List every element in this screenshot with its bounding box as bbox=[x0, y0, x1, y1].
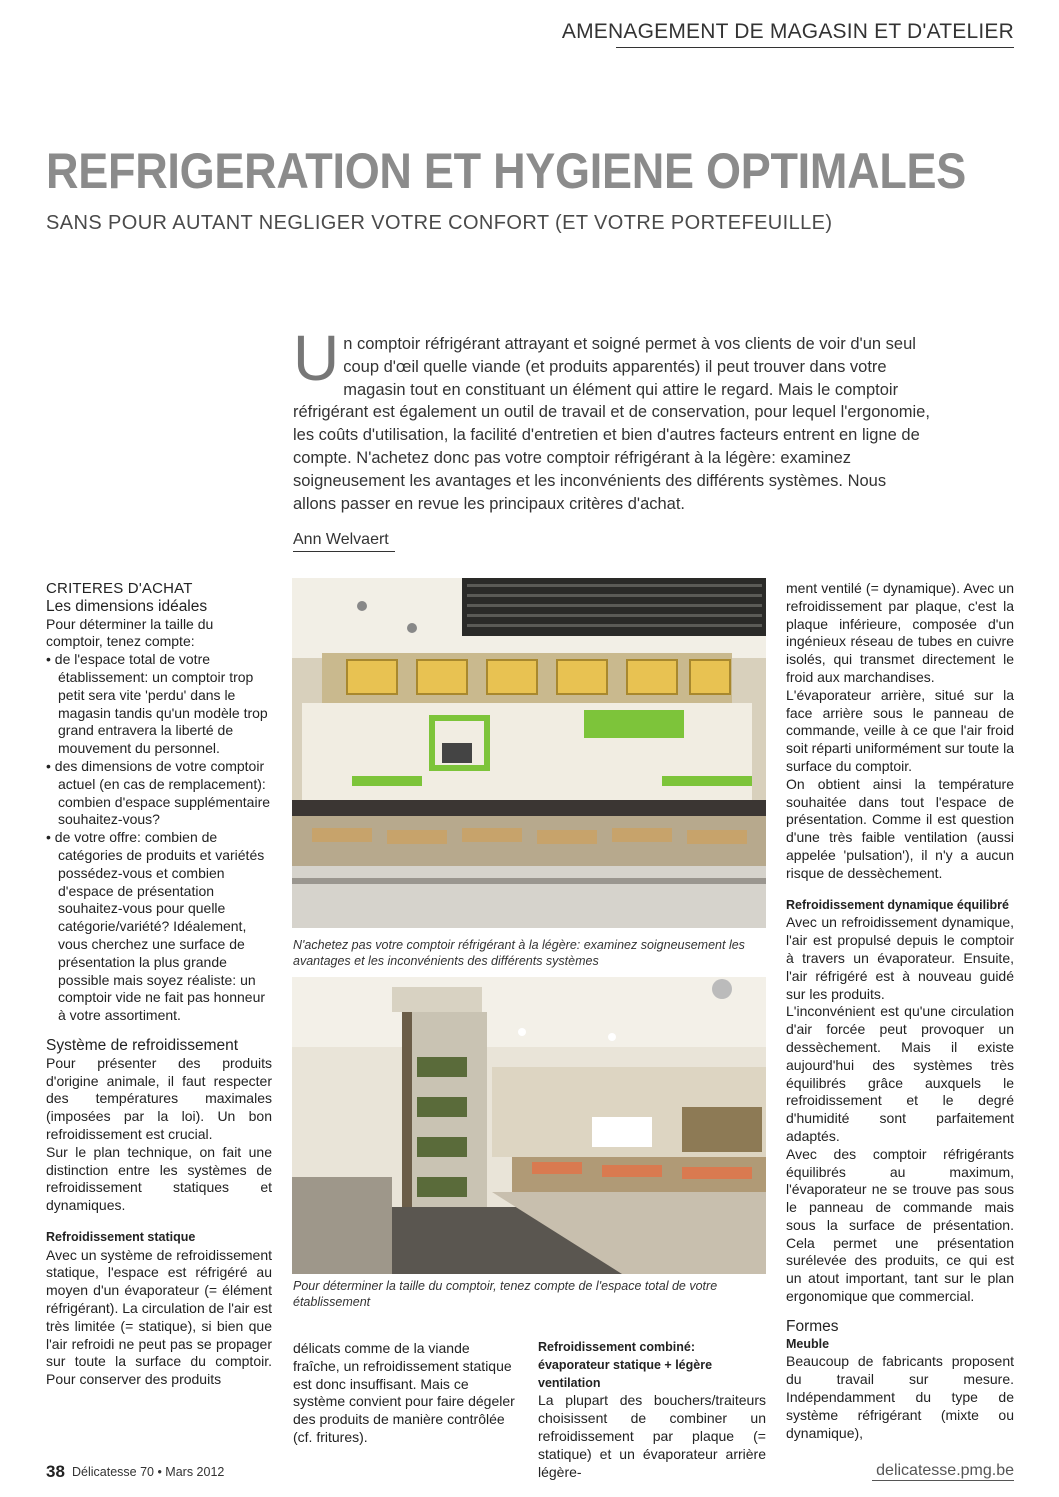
subheading-dimensions: Les dimensions idéales bbox=[46, 597, 208, 615]
website-link-underline bbox=[872, 1480, 1014, 1481]
list-item: • de votre offre: combien de catégories de produits et variétés possédez-vous et combien d'espace de présentation souhaitez-vous pour quelle catégorie/variété? Idéalement, vous cherchez une surface de présentation la plus grande possible mais soyez réaliste: un comptoir vide ne fait pas honneur à votre assortiment. bbox=[46, 829, 272, 1025]
article-title: REFRIGERATION ET HYGIENE OPTIMALES bbox=[46, 143, 967, 199]
photo-caption-2: Pour déterminer la taille du comptoir, tenez compte de l'espace total de votre établissement bbox=[293, 1279, 718, 1309]
combined-paragraph: La plupart des bouchers/traiteurs choisissent de combiner un refroidissement par plaque (= statique) et un évaporateur arrière légère- bbox=[538, 1392, 766, 1480]
section-label: AMENAGEMENT DE MAGASIN ET D'ATELIER bbox=[561, 20, 1014, 43]
subheading-formes: Formes bbox=[786, 1317, 839, 1335]
column-2 bbox=[293, 1340, 519, 1447]
website-link[interactable]: delicatesse.pmg.be bbox=[876, 1462, 1014, 1479]
dynamic-paragraph-3: Avec des comptoir réfrigérants équilibrés au maximum, l'évaporateur ne se trouve pas sous le panneau de commande mais sous la surface de présentation. Cela permet une présentation surélevée des produits, ce qui est un atout important, tant sur le plan ergonomique que commercial. bbox=[786, 1145, 1014, 1305]
col4-paragraph-1: ment ventilé (= dynamique). Avec un refroidissement par plaque, c'est la plaque inférieure, composée d'un ingénieux réseau de tubes en cuivre isolés, qui transmet directement le froid aux marchandises. bbox=[786, 580, 1014, 685]
list-item: • de l'espace total de votre établissement: un comptoir trop petit sera vite 'perdu' dans le magasin tandis qu'un modèle trop grand entravera la liberté de mouvement du personnel. bbox=[46, 651, 272, 758]
subheading-cooling: Système de refroidissement bbox=[46, 1036, 239, 1054]
static-paragraph: Avec un système de refroidissement statique, l'espace est réfrigéré au moyen d'un évaporateur (= élément réfrigérant). La circulation de l'air est très limitée (= statique), si bien que l'air refroidi ne peut pas se propager sur toute la surface du comptoir. Pour conserver des produits bbox=[46, 1246, 272, 1388]
dimensions-intro: Pour déterminer la taille du comptoir, tenez compte: bbox=[46, 615, 214, 650]
column-1 bbox=[46, 580, 272, 1389]
col4-paragraph-3: On obtient ainsi la température souhaitée dans tout l'espace de présentation. Comme il est question d'une très faible ventilation (aussi appelée 'pulsation'), il n'y a aucun risque de dessèchement. bbox=[786, 775, 1014, 881]
meuble-paragraph: Beaucoup de fabricants proposent du travail sur mesure. Indépendamment du type de système réfrigérant (mixte ou dynamique), bbox=[786, 1353, 1014, 1441]
dynamic-paragraph-1: Avec un refroidissement dynamique, l'air est propulsé depuis le comptoir à travers un évaporateur. Ensuite, l'air réfrigéré est à nouveau guidé sur les produits. bbox=[786, 914, 1014, 1002]
section-rule bbox=[616, 47, 1014, 48]
shop-interior-image-2 bbox=[292, 977, 766, 1274]
subheading-dynamic: Refroidissement dynamique équilibré bbox=[786, 897, 1009, 912]
cooling-paragraph-1: Pour présenter des produits d'origine animale, il faut respecter des températures maximales (imposées par la loi). Un bon refroidissement est crucial. bbox=[46, 1054, 272, 1142]
dynamic-paragraph-2: L'inconvénient est qu'une circulation d'air forcée peut provoquer un dessèchement. Mais il existe aujourd'hui des systèmes très équilibrés grâce auxquels le refroidissement et le degré d'humidité sont parfaitement adaptés. bbox=[786, 1003, 1014, 1144]
section-heading-criteres: CRITERES D'ACHAT bbox=[46, 580, 193, 597]
shop-photo-2 bbox=[292, 977, 766, 1274]
photo-caption-1: N'achetez pas votre comptoir réfrigérant à la légère: examinez soigneusement les avantages et les inconvénients des différents systèmes bbox=[293, 938, 745, 968]
dimensions-list bbox=[46, 651, 272, 1025]
shop-photo-1 bbox=[292, 578, 766, 928]
article-subtitle: SANS POUR AUTANT NEGLIGER VOTRE CONFORT (ET VOTRE PORTEFEUILLE) bbox=[46, 212, 833, 234]
subheading-meuble: Meuble bbox=[786, 1336, 830, 1351]
intro-paragraph bbox=[293, 322, 933, 515]
author-rule bbox=[293, 551, 395, 552]
subheading-static: Refroidissement statique bbox=[46, 1229, 196, 1244]
shop-interior-image-1 bbox=[292, 578, 766, 928]
author-name: Ann Welvaert bbox=[293, 531, 389, 548]
subheading-combined: Refroidissement combiné: évaporateur statique + légère ventilation bbox=[538, 1340, 713, 1390]
drop-cap: U bbox=[293, 322, 340, 394]
column-3 bbox=[538, 1339, 766, 1481]
intro-text: n comptoir réfrigérant attrayant et soigné permet à vos clients de voir d'un seul coup d'œil quelle viande (et produits apparentés) il peut trouver dans votre magasin tout en constituant un élément qui attire le regard. Mais le comptoir réfrigérant est également un outil de travail et de conservation, pour lequel l'ergonomie, les coûts d'utilisation, la facilité d'entretien et bien d'autres facteurs entrent en ligne de compte. N'achetez donc pas votre comptoir réfrigérant à la légère: examinez soigneusement les avantages et les inconvénients des différents systèmes. Nous allons passer en revue les principaux critères d'achat. bbox=[293, 335, 930, 513]
page-number: 38 bbox=[46, 1462, 65, 1481]
cooling-paragraph-2: Sur le plan technique, on fait une distinction entre les systèmes de refroidissement statiques et dynamiques. bbox=[46, 1143, 272, 1214]
static-continued: délicats comme de la viande fraîche, un refroidissement statique est donc insuffisant. Mais ce système convient pour faire dégeler des produits de manière contrôlée (cf. fritures). bbox=[293, 1340, 515, 1445]
column-4 bbox=[786, 580, 1014, 1442]
col4-paragraph-2: L'évaporateur arrière, situé sur la face arrière sous le panneau de commande, veille à ce que l'air froid soit réparti uniformément sur toute la surface du comptoir. bbox=[786, 686, 1014, 774]
list-item: • des dimensions de votre comptoir actuel (en cas de remplacement): combien d'espace supplémentaire souhaitez-vous? bbox=[46, 758, 272, 829]
magazine-issue: Délicatesse 70 • Mars 2012 bbox=[72, 1465, 225, 1479]
